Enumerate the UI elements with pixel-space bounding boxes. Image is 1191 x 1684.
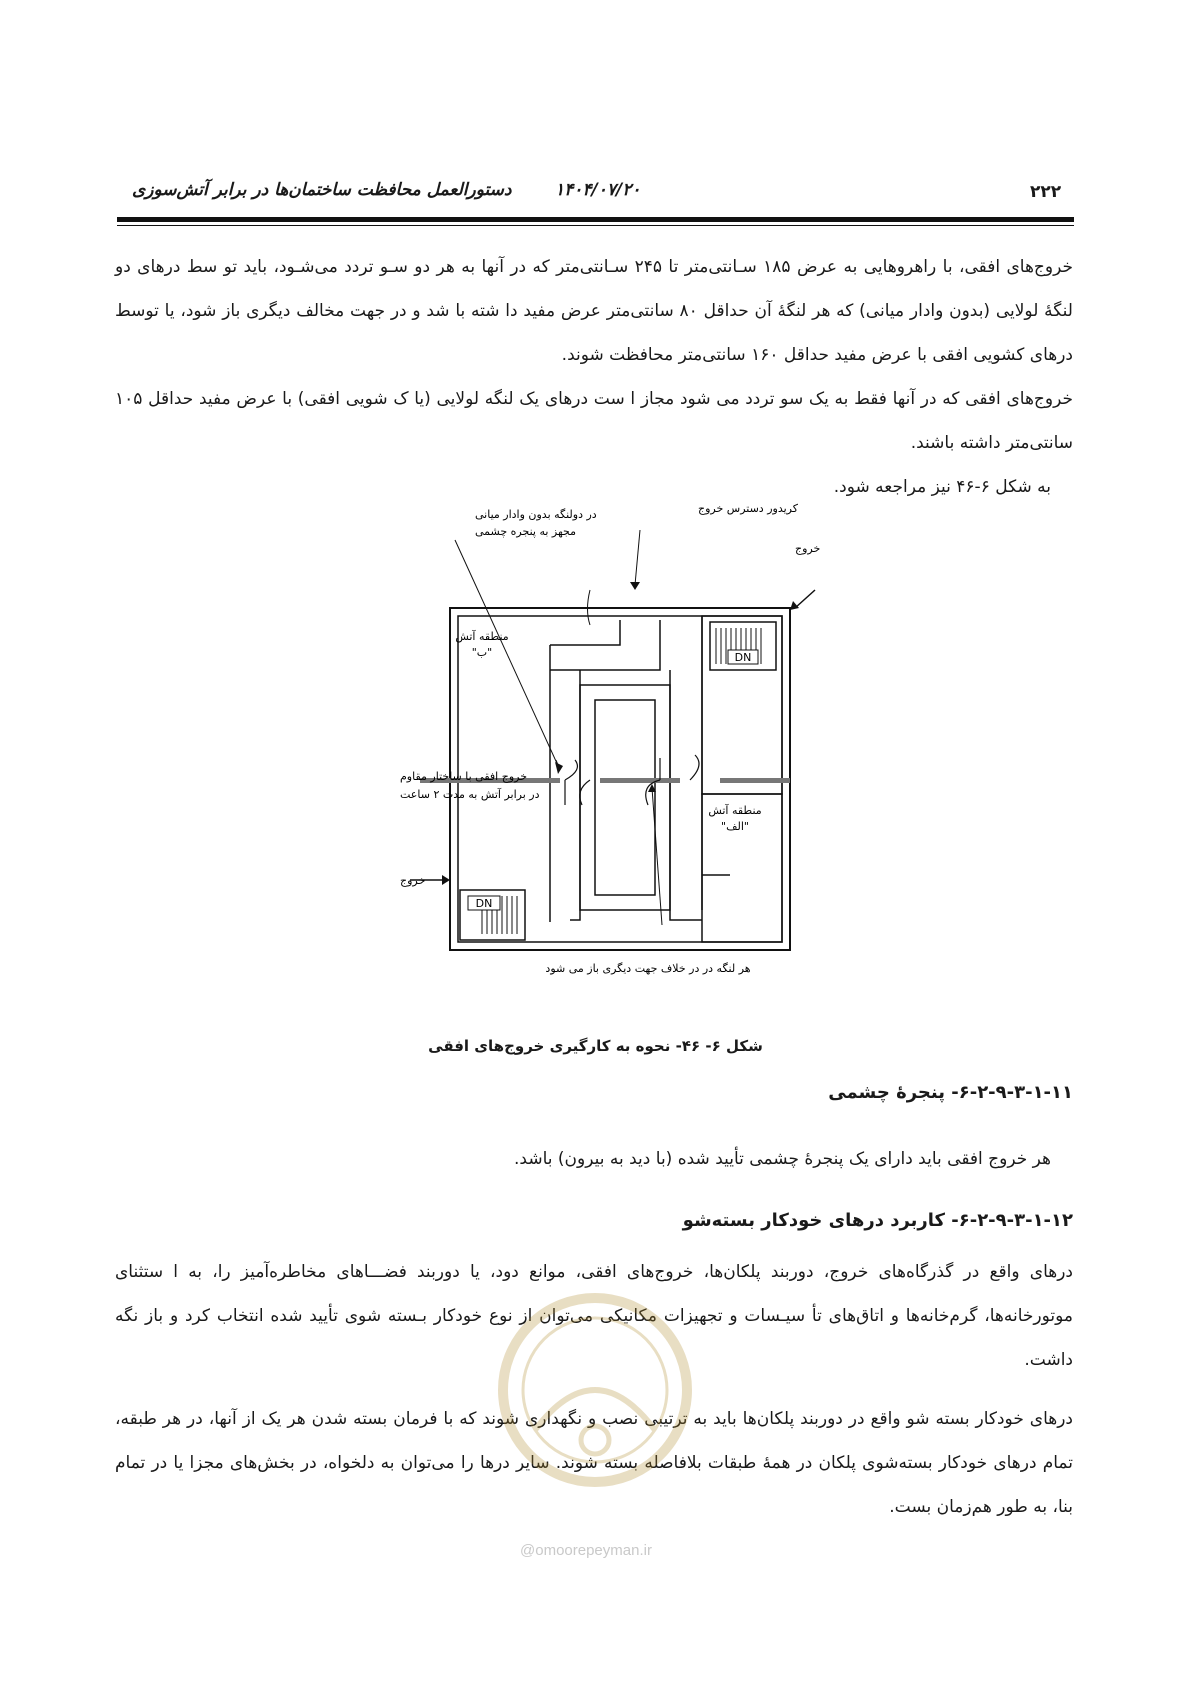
label-horizontal-exit-1: خروج افقی با ساختار مقاوم bbox=[400, 770, 528, 783]
label-zone-b-1: منطقه آتش bbox=[455, 630, 509, 643]
stair-bottom-label: DN bbox=[475, 897, 493, 910]
corridor-outline bbox=[550, 620, 620, 645]
header-rule-thin bbox=[117, 225, 1074, 226]
stair-top-label: DN bbox=[734, 651, 752, 664]
page-number: ۲۲۲ bbox=[1030, 182, 1062, 202]
leader-corridor bbox=[635, 530, 640, 585]
section-11-heading: ۶-۲-۹-۳-۱-۱۱- پنجرهٔ چشمی bbox=[828, 1082, 1073, 1103]
label-exit-bottom: خروج bbox=[400, 874, 426, 887]
section-12-paragraph-2: درهای خودکار بسته شو واقع در دوربند پلکان‌ها باید به ترتیبی نصب و نگهداری شوند که با فرمان بسته شدن هر یک از آنها، در هر طبقه، تمام درهای خودکار بسته‌شوی پلکان در همهٔ طبقات بلافاصله بسته شوند. سایر درها را می‌توان به دلخواه، در بخش‌های مجزا یا در تمام بنا، به طور هم‌زمان بست. bbox=[115, 1409, 1073, 1517]
label-door-vision: مجهز به پنجره چشمی bbox=[475, 525, 577, 538]
label-zone-b-2: "ب" bbox=[471, 646, 493, 659]
figure-caption: شکل ۶- ۴۶- نحوه به کارگیری خروج‌های افقی bbox=[428, 1037, 763, 1055]
leader-door-double bbox=[455, 540, 560, 770]
leader-door-swing bbox=[652, 788, 662, 925]
label-zone-a-1: منطقه آتش bbox=[708, 804, 762, 817]
label-zone-a-2: "الف" bbox=[721, 820, 749, 833]
header-rule-thick bbox=[117, 217, 1074, 222]
label-door-double: در دولنگه بدون وادار میانی bbox=[475, 508, 597, 521]
door-swing-left bbox=[565, 760, 577, 805]
header-date: ۱۴۰۴/۰۷/۲۰ bbox=[555, 180, 641, 200]
paragraph-3: به شکل ۶-۴۶ نیز مراجعه شود. bbox=[833, 477, 1051, 497]
label-horizontal-exit-2: در برابر آتش به مدت ۲ ساعت bbox=[400, 788, 540, 801]
fire-wall-center bbox=[600, 778, 680, 783]
core-outer bbox=[580, 685, 670, 910]
watermark-url: @omoorepeyman.ir bbox=[520, 1542, 652, 1559]
paragraph-2: خروج‌های افقی که در آنها فقط به یک سو تردد می شود مجاز ا ست درهای یک لنگه لولایی (یا ک شویی افقی) با عرض مفید حداقل ۱۰۵ سانتی‌متر داشته باشند. bbox=[115, 389, 1073, 453]
header-title: دستورالعمل محافظت ساختمان‌ها در برابر آتش‌سوزی bbox=[132, 180, 512, 200]
watermark-logo bbox=[495, 1290, 695, 1490]
floor-plan-figure bbox=[250, 502, 870, 1020]
fire-wall-right bbox=[720, 778, 790, 783]
exit-arrow-top bbox=[795, 590, 815, 608]
section-11-text: هر خروج افقی باید دارای یک پنجرهٔ چشمی تأیید شده (با دید به بیرون) باشد. bbox=[514, 1149, 1051, 1169]
label-corridor: کریدور دسترس خروج bbox=[698, 502, 798, 515]
section-12-paragraph-1: درهای واقع در گذرگاه‌های خروج، دوربند پلکان‌ها، خروج‌های افقی، موانع دود، یا دوربند فضـــاهای مخاطره‌آمیز را، به ا ستثنای موتورخانه‌ها، گرم‌خانه‌ها و اتاق‌های تأ سیـسات و تجهیزات مکانیکی می‌توان از نوع خودکار بـسته شوی تأیید شده انتخاب کرد و باز نگه داشت. bbox=[115, 1262, 1073, 1370]
label-door-swing: هر لنگه در در خلاف جهت دیگری باز می شود bbox=[545, 962, 751, 975]
section-12-heading: ۶-۲-۹-۳-۱-۱۲- کاربرد درهای خودکار بسته‌شو bbox=[682, 1210, 1073, 1231]
corridor-core-ring bbox=[570, 670, 580, 920]
paragraph-1: خروج‌های افقی، با راهروهایی به عرض ۱۸۵ سـانتی‌متر تا ۲۴۵ سـانتی‌متر که در آنها به هر دو سـو تردد می‌شـود، باید تو سط درهای دو لنگهٔ لولایی (بدون وادار میانی) که هر لنگهٔ آن حداقل ۸۰ سانتی‌متر عرض مفید دا شته با شد و در جهت مخالف دیگری باز شود، یا توسط درهای کشویی افقی با عرض مفید حداقل ۱۶۰ سانتی‌متر محافظت شوند. bbox=[115, 257, 1073, 365]
label-exit-top: خروج bbox=[795, 542, 821, 555]
